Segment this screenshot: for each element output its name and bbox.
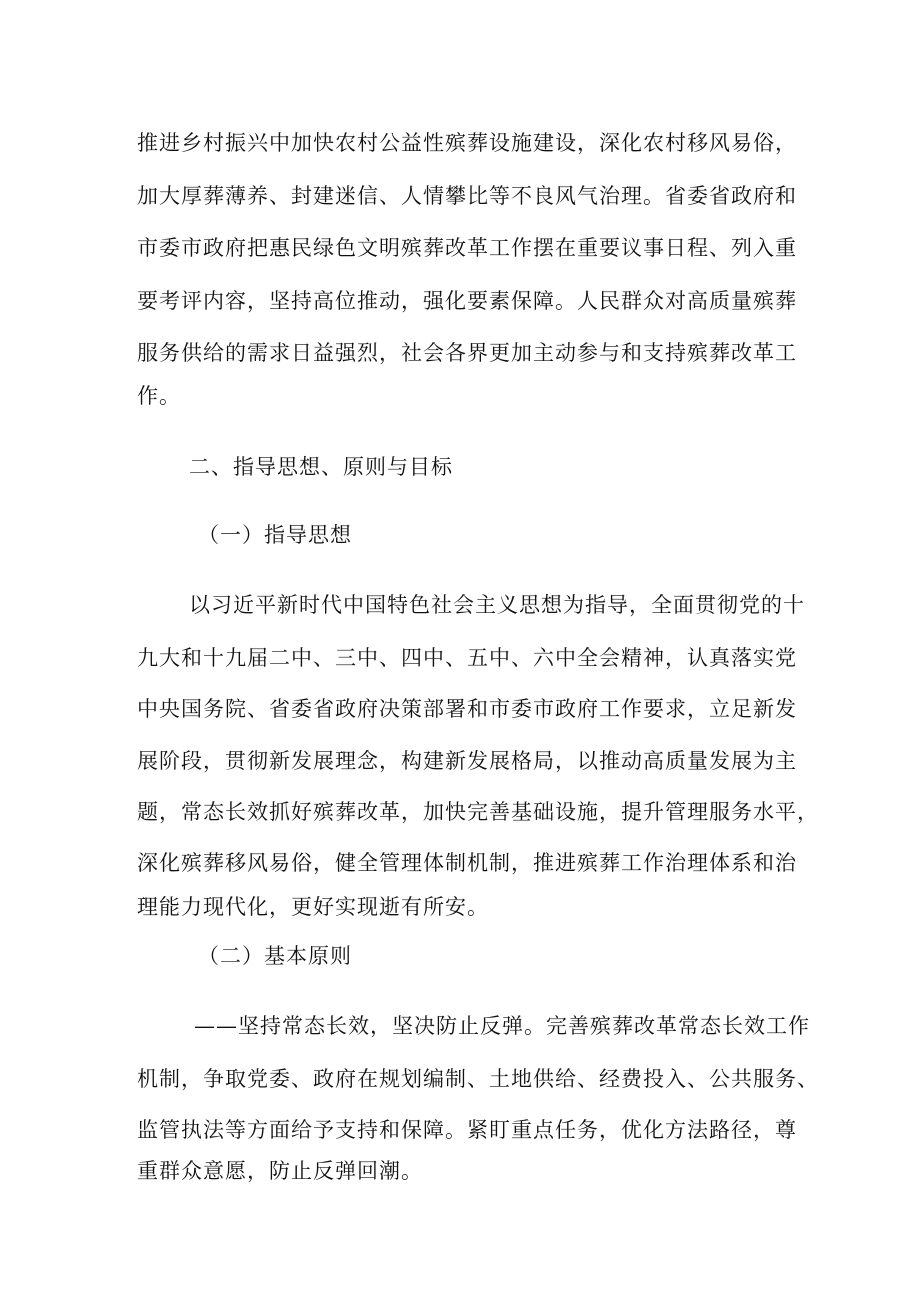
text-line: 市委市政府把惠民绿色文明殡葬改革工作摆在重要议事日程、列入重 — [137, 236, 797, 260]
text-line: 加大厚葬薄养、封建迷信、人情攀比等不良风气治理。省委省政府和 — [137, 184, 797, 208]
text-line: 要考评内容，坚持高位推动，强化要素保障。人民群众对高质量殡葬 — [137, 289, 797, 313]
text-line: 监管执法等方面给予支持和保障。紧盯重点任务，优化方法路径，尊 — [137, 1118, 797, 1142]
text-line: 深化殡葬移风易俗，健全管理体制机制，推进殡葬工作治理体系和治 — [137, 851, 797, 875]
subheading-basic-principles: （二）基本原则 — [198, 944, 352, 968]
text-line: 推进乡村振兴中加快农村公益性殡葬设施建设，深化农村移风易俗， — [137, 131, 797, 155]
text-line: 中央国务院、省委省政府决策部署和市委市政府工作要求，立足新发 — [137, 697, 797, 721]
text-line: 作。 — [137, 384, 181, 408]
text-line: 以习近平新时代中国特色社会主义思想为指导，全面贯彻党的十 — [189, 593, 805, 617]
text-line: 重群众意愿，防止反弹回潮。 — [137, 1159, 423, 1183]
text-line: 服务供给的需求日益强烈，社会各界更加主动参与和支持殡葬改革工 — [137, 341, 797, 365]
text-line: ——坚持常态长效，坚决防止反弹。完善殡葬改革常态长效工作 — [194, 1014, 810, 1038]
text-line: 理能力现代化，更好实现逝有所安。 — [137, 895, 489, 919]
subheading-guiding-thought: （一）指导思想 — [198, 523, 352, 547]
text-line: 题，常态长效抓好殡葬改革，加快完善基础设施，提升管理服务水平， — [137, 800, 819, 824]
section-heading: 二、指导思想、原则与目标 — [189, 455, 453, 479]
text-line: 机制，争取党委、政府在规划编制、土地供给、经费投入、公共服务、 — [137, 1067, 819, 1091]
text-line: 展阶段，贯彻新发展理念，构建新发展格局，以推动高质量发展为主 — [137, 749, 797, 773]
text-line: 九大和十九届二中、三中、四中、五中、六中全会精神，认真落实党 — [137, 646, 797, 670]
